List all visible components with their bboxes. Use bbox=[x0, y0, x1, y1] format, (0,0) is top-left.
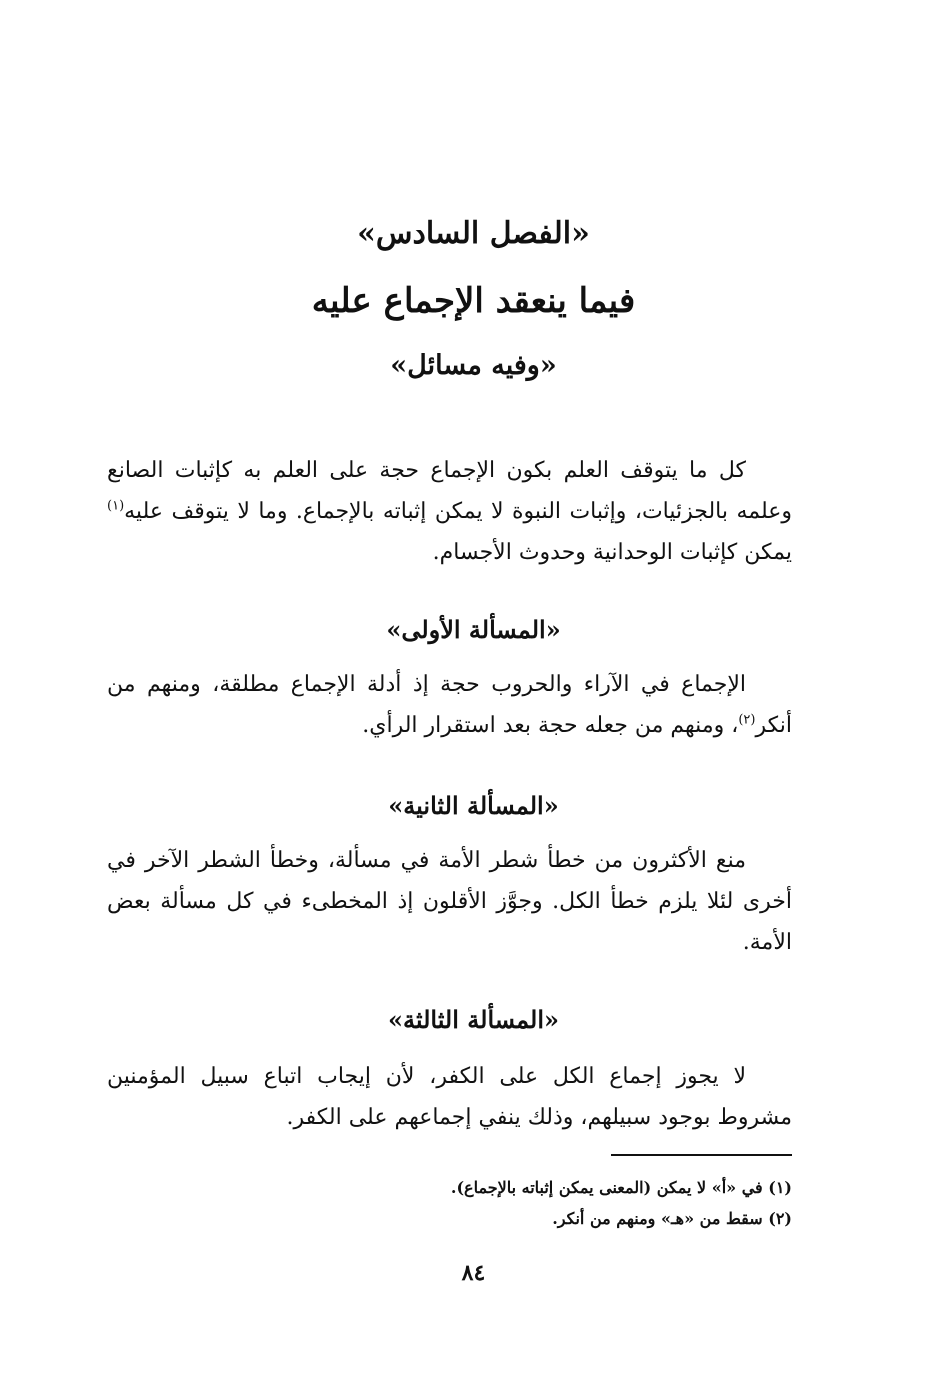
section-heading-3: «المسألة الثالثة» bbox=[387, 1005, 560, 1034]
section-1-text-a: الإجماع في الآراء والحروب حجة إذ أدلة الإجماع مطلقة، ومنهم من أنكر bbox=[107, 672, 792, 738]
footnote-divider bbox=[611, 1154, 792, 1156]
footnote-ref-2: (٢) bbox=[738, 712, 756, 728]
section-2-text: منع الأكثرون من خطأ شطر الأمة في مسألة، وخطأ الشطر الآخر في أخرى لئلا يلزم خطأ الكل. وجوَّز الأقلون إذ المخطىء في كل مسألة بعض الأمة. bbox=[107, 848, 792, 955]
footnote-1: (١) في «أ» لا يمكن (المعنى يمكن إثباته بالإجماع). bbox=[450, 1178, 792, 1197]
intro-paragraph bbox=[107, 450, 792, 573]
section-heading-1: «المسألة الأولى» bbox=[386, 615, 561, 644]
chapter-subtitle: فيما ينعقد الإجماع عليه bbox=[311, 281, 636, 321]
page-number: ٨٤ bbox=[461, 1260, 486, 1286]
intro-text-a: كل ما يتوقف العلم بكون الإجماع حجة على العلم به كإثبات الصانع وعلمه بالجزئيات، وإثبات النبوة لا يمكن إثباته بالإجماع. وما لا يتوقف عليه bbox=[107, 458, 792, 524]
footnote-2: (٢) سقط من «هـ» ومنهم من أنكر. bbox=[552, 1209, 792, 1228]
section-heading-2: «المسألة الثانية» bbox=[388, 791, 559, 820]
chapter-title: «الفصل السادس» bbox=[357, 216, 590, 251]
section-1-text-b: ، ومنهم من جعله حجة بعد استقرار الرأي. bbox=[362, 713, 739, 738]
section-paragraph-2 bbox=[107, 840, 792, 963]
chapter-note: «وفيه مسائل» bbox=[390, 350, 557, 381]
footnote-ref-1: (١) bbox=[107, 498, 125, 514]
intro-text-b: يمكن كإثبات الوحدانية وحدوث الأجسام. bbox=[432, 540, 792, 565]
section-paragraph-1 bbox=[107, 664, 792, 746]
section-3-text: لا يجوز إجماع الكل على الكفر، لأن إيجاب اتباع سبيل المؤمنين مشروط بوجود سبيلهم، وذلك ينفي إجماعهم على الكفر. bbox=[107, 1064, 792, 1130]
section-paragraph-3 bbox=[107, 1056, 792, 1138]
